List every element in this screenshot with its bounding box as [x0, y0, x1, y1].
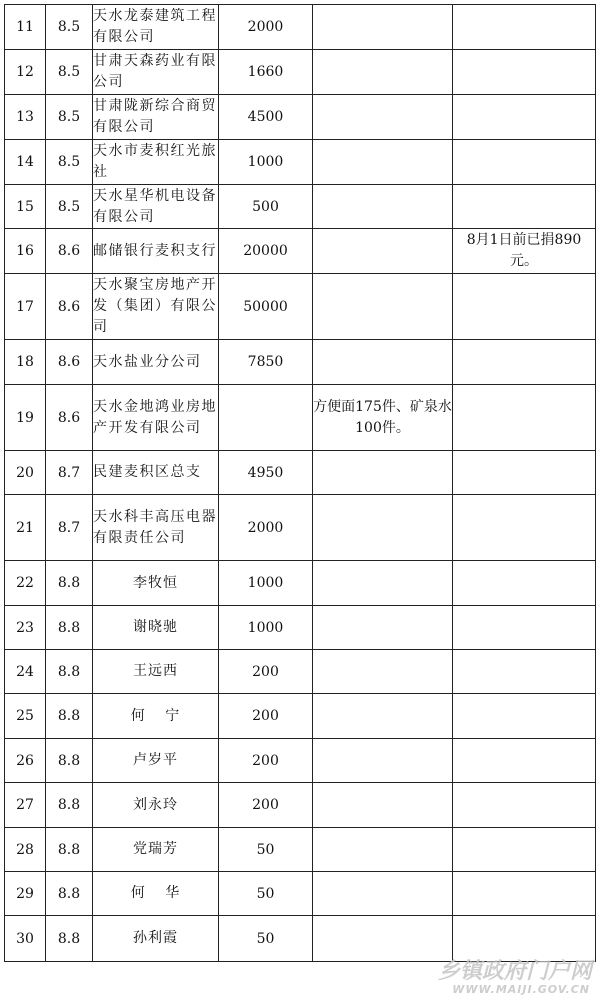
donation-amount: 200: [219, 739, 313, 783]
row-date: 8.8: [46, 606, 93, 650]
donor-name: 天水市麦积红光旅社: [93, 140, 219, 185]
row-note: [453, 340, 596, 385]
row-note: [453, 561, 596, 606]
donor-name: 何 华: [93, 872, 219, 916]
table-row: [5, 783, 596, 828]
donor-name: 谢晓驰: [93, 606, 219, 650]
donation-amount: 50: [219, 916, 313, 962]
row-date: 8.8: [46, 872, 93, 916]
donor-name: 天水盐业分公司: [93, 340, 219, 385]
row-date: 8.5: [46, 95, 93, 140]
row-number: 11: [5, 5, 46, 50]
donated-goods: [313, 5, 453, 50]
row-note: [453, 739, 596, 783]
table-row: [5, 872, 596, 916]
row-note: 8月1日前已捐890元。: [453, 229, 596, 274]
donated-goods: [313, 185, 453, 229]
row-number: 15: [5, 185, 46, 229]
row-note: [453, 828, 596, 872]
donor-name: 党瑞芳: [93, 828, 219, 872]
row-date: 8.6: [46, 385, 93, 451]
row-note: [453, 783, 596, 828]
table-row: [5, 739, 596, 783]
donation-table: [4, 4, 596, 962]
site-watermark: [417, 954, 592, 998]
donated-goods: [313, 828, 453, 872]
row-date: 8.8: [46, 694, 93, 739]
row-date: 8.8: [46, 650, 93, 694]
row-date: 8.5: [46, 5, 93, 50]
table-row: [5, 95, 596, 140]
donation-amount: [219, 385, 313, 451]
row-note: [453, 495, 596, 561]
donation-amount: 4500: [219, 95, 313, 140]
donation-amount: 4950: [219, 451, 313, 495]
donated-goods: [313, 140, 453, 185]
donor-name: 卢岁平: [93, 739, 219, 783]
donation-amount: 200: [219, 694, 313, 739]
donated-goods: [313, 451, 453, 495]
donation-amount: 2000: [219, 495, 313, 561]
row-number: 21: [5, 495, 46, 561]
row-note: [453, 140, 596, 185]
table-row: [5, 140, 596, 185]
donated-goods: [313, 694, 453, 739]
table-body: [5, 5, 596, 962]
donation-amount: 7850: [219, 340, 313, 385]
donation-amount: 1660: [219, 50, 313, 95]
donation-amount: 200: [219, 783, 313, 828]
donation-amount: 50: [219, 828, 313, 872]
row-note: [453, 185, 596, 229]
donor-name: 邮储银行麦积支行: [93, 229, 219, 274]
row-number: 29: [5, 872, 46, 916]
donation-amount: 500: [219, 185, 313, 229]
row-number: 28: [5, 828, 46, 872]
donated-goods: 方便面175件、矿泉水100件。: [313, 385, 453, 451]
table-row: [5, 5, 596, 50]
donated-goods: [313, 739, 453, 783]
donation-amount: 50000: [219, 274, 313, 340]
donated-goods: [313, 783, 453, 828]
row-number: 22: [5, 561, 46, 606]
row-date: 8.7: [46, 451, 93, 495]
donated-goods: [313, 229, 453, 274]
donated-goods: [313, 561, 453, 606]
table-row: [5, 229, 596, 274]
table-row: [5, 694, 596, 739]
row-number: 13: [5, 95, 46, 140]
row-number: 26: [5, 739, 46, 783]
row-date: 8.8: [46, 783, 93, 828]
row-date: 8.8: [46, 739, 93, 783]
donation-amount: 1000: [219, 140, 313, 185]
row-number: 27: [5, 783, 46, 828]
row-date: 8.6: [46, 274, 93, 340]
watermark-title: 乡镇政府门户网: [437, 959, 592, 984]
donated-goods: [313, 495, 453, 561]
table-row: [5, 50, 596, 95]
donor-name: 李牧恒: [93, 561, 219, 606]
donation-amount: 50: [219, 872, 313, 916]
donor-name: 甘肃天森药业有限公司: [93, 50, 219, 95]
donation-amount: 1000: [219, 606, 313, 650]
row-date: 8.5: [46, 185, 93, 229]
table-row: [5, 340, 596, 385]
row-date: 8.7: [46, 495, 93, 561]
donor-name: 刘永玲: [93, 783, 219, 828]
donation-amount: 1000: [219, 561, 313, 606]
row-date: 8.6: [46, 229, 93, 274]
donor-name: 甘肃陇新综合商贸有限公司: [93, 95, 219, 140]
row-number: 25: [5, 694, 46, 739]
row-number: 24: [5, 650, 46, 694]
row-date: 8.8: [46, 828, 93, 872]
row-note: [453, 650, 596, 694]
row-number: 20: [5, 451, 46, 495]
table-row: [5, 385, 596, 451]
donor-name: 天水聚宝房地产开发（集团）有限公司: [93, 274, 219, 340]
row-number: 17: [5, 274, 46, 340]
row-number: 30: [5, 916, 46, 962]
row-number: 18: [5, 340, 46, 385]
donated-goods: [313, 650, 453, 694]
donor-name: 天水星华机电设备有限公司: [93, 185, 219, 229]
row-date: 8.5: [46, 140, 93, 185]
row-note: [453, 694, 596, 739]
row-number: 14: [5, 140, 46, 185]
donated-goods: [313, 606, 453, 650]
row-note: [453, 385, 596, 451]
donor-name: 天水科丰高压电器有限责任公司: [93, 495, 219, 561]
table-row: [5, 274, 596, 340]
donated-goods: [313, 340, 453, 385]
row-date: 8.8: [46, 916, 93, 962]
row-note: [453, 95, 596, 140]
row-date: 8.5: [46, 50, 93, 95]
row-note: [453, 274, 596, 340]
donation-amount: 200: [219, 650, 313, 694]
table-row: [5, 495, 596, 561]
donated-goods: [313, 50, 453, 95]
table-row: [5, 828, 596, 872]
table-row: [5, 606, 596, 650]
row-note: [453, 872, 596, 916]
row-note: [453, 5, 596, 50]
donor-name: 何 宁: [93, 694, 219, 739]
row-number: 19: [5, 385, 46, 451]
row-number: 12: [5, 50, 46, 95]
table-row: [5, 561, 596, 606]
table-row: [5, 650, 596, 694]
table-row: [5, 451, 596, 495]
row-date: 8.8: [46, 561, 93, 606]
row-number: 23: [5, 606, 46, 650]
row-date: 8.6: [46, 340, 93, 385]
donation-amount: 2000: [219, 5, 313, 50]
donated-goods: [313, 274, 453, 340]
row-note: [453, 606, 596, 650]
donation-amount: 20000: [219, 229, 313, 274]
donor-name: 天水金地鸿业房地产开发有限公司: [93, 385, 219, 451]
donor-name: 天水龙泰建筑工程有限公司: [93, 5, 219, 50]
row-note: [453, 451, 596, 495]
donor-name: 民建麦积区总支: [93, 451, 219, 495]
table-row: [5, 185, 596, 229]
row-number: 16: [5, 229, 46, 274]
donated-goods: [313, 872, 453, 916]
row-note: [453, 50, 596, 95]
donor-name: 孙利霞: [93, 916, 219, 962]
donated-goods: [313, 95, 453, 140]
watermark-url: WWW.MAIJI.GOV.CN: [452, 983, 590, 996]
donor-name: 王远西: [93, 650, 219, 694]
